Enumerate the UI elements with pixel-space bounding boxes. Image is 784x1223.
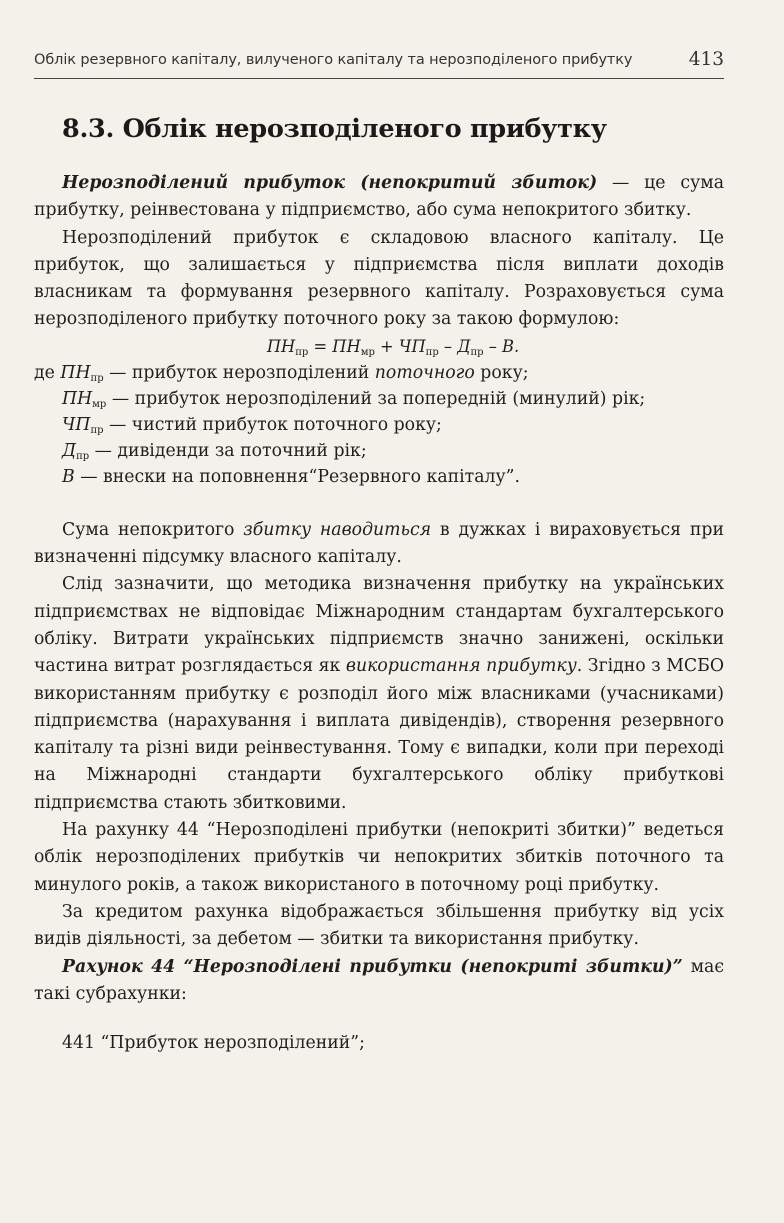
paragraph-account-44: На рахунку 44 “Нерозподілені прибутки (непокриті збитки)” ведеться облік нерозподілених прибутків чи непокритих збитків поточного та минулого років, а також використаного в поточному році прибутку. — [34, 820, 724, 895]
paragraph-composition: Нерозподілений прибуток є складовою власного капіталу. Це прибуток, що залишається у підприємства після виплати доходів власникам та формування резервного капіталу. Розраховується сума нерозподіленого прибутку поточного року за такою формулою: — [34, 227, 724, 330]
page-number: 413 — [688, 49, 724, 70]
legend-item: $Д_{пр}$ — дивіденди за поточний рік; — [62, 440, 367, 462]
term-retained-earnings: Нерозподілений прибуток (непокритий збиток) — [62, 173, 598, 193]
legend-item: $ПН_{мр}$ — прибуток нерозподілений за попередній (минулий) рік; — [62, 388, 646, 410]
legend-item: В — внески на поповнення“Резервного капіталу”. — [62, 466, 520, 487]
paragraph-credit-debit: За кредитом рахунка відображається збільшення прибутку від усіх видів діяльності, за дебетом — збитки та використання прибутку. — [34, 901, 724, 950]
running-header — [34, 48, 724, 79]
section-heading: 8.3. Облік нерозподіленого прибутку — [62, 114, 607, 144]
running-title: Облік резервного капіталу, вилученого капіталу та нерозподіленого прибутку — [34, 52, 633, 68]
formula: $ПН_{пр} = ПН_{мр} + ЧП_{пр} - Д_{пр} - В$. — [266, 336, 520, 358]
paragraph-definition: Нерозподілений прибуток (непокритий збиток) — це сума прибутку, реінвестована у підприємство, або сума непокритого збитку. — [34, 173, 724, 221]
paragraph-ifrs: Слід зазначити, що методика визначення прибутку на українських підприємствах не відповідає Міжнародним стандартам бухгалтерського обліку. Витрати українських підприємств значно занижені, оскільки частина витрат розглядається як використання прибутку. Згідно з МСБО використанням прибутку є розподіл його між власниками (учасниками) підприємства (нарахування і виплата дивідендів), створення резервного капіталу та різні види реінвестування. Тому є випадки, коли при переході на Міжнародні стандарти бухгалтерського обліку прибуткові підприємства стають збитковими. — [34, 574, 724, 813]
term-account-44: Рахунок 44 “Нерозподілені прибутки (непокриті збитки)” — [62, 956, 683, 977]
paragraph-uncovered-loss: Сума непокритого збитку наводиться в дужках і вираховується при визначенні підсумку власного капіталу. — [34, 519, 725, 568]
legend-item: $ЧП_{пр}$ — чистий прибуток поточного року; — [62, 414, 442, 436]
formula-legend — [34, 360, 724, 490]
body-text — [34, 170, 724, 1057]
legend-item: де $ПН_{пр}$ — прибуток нерозподілений поточного року; — [34, 362, 529, 384]
paragraph-subaccounts: Рахунок 44 “Нерозподілені прибутки (непокриті збитки)” має такі субрахунки: — [34, 956, 724, 1004]
subaccount-441: 441 “Прибуток нерозподілений”; — [62, 1033, 365, 1054]
